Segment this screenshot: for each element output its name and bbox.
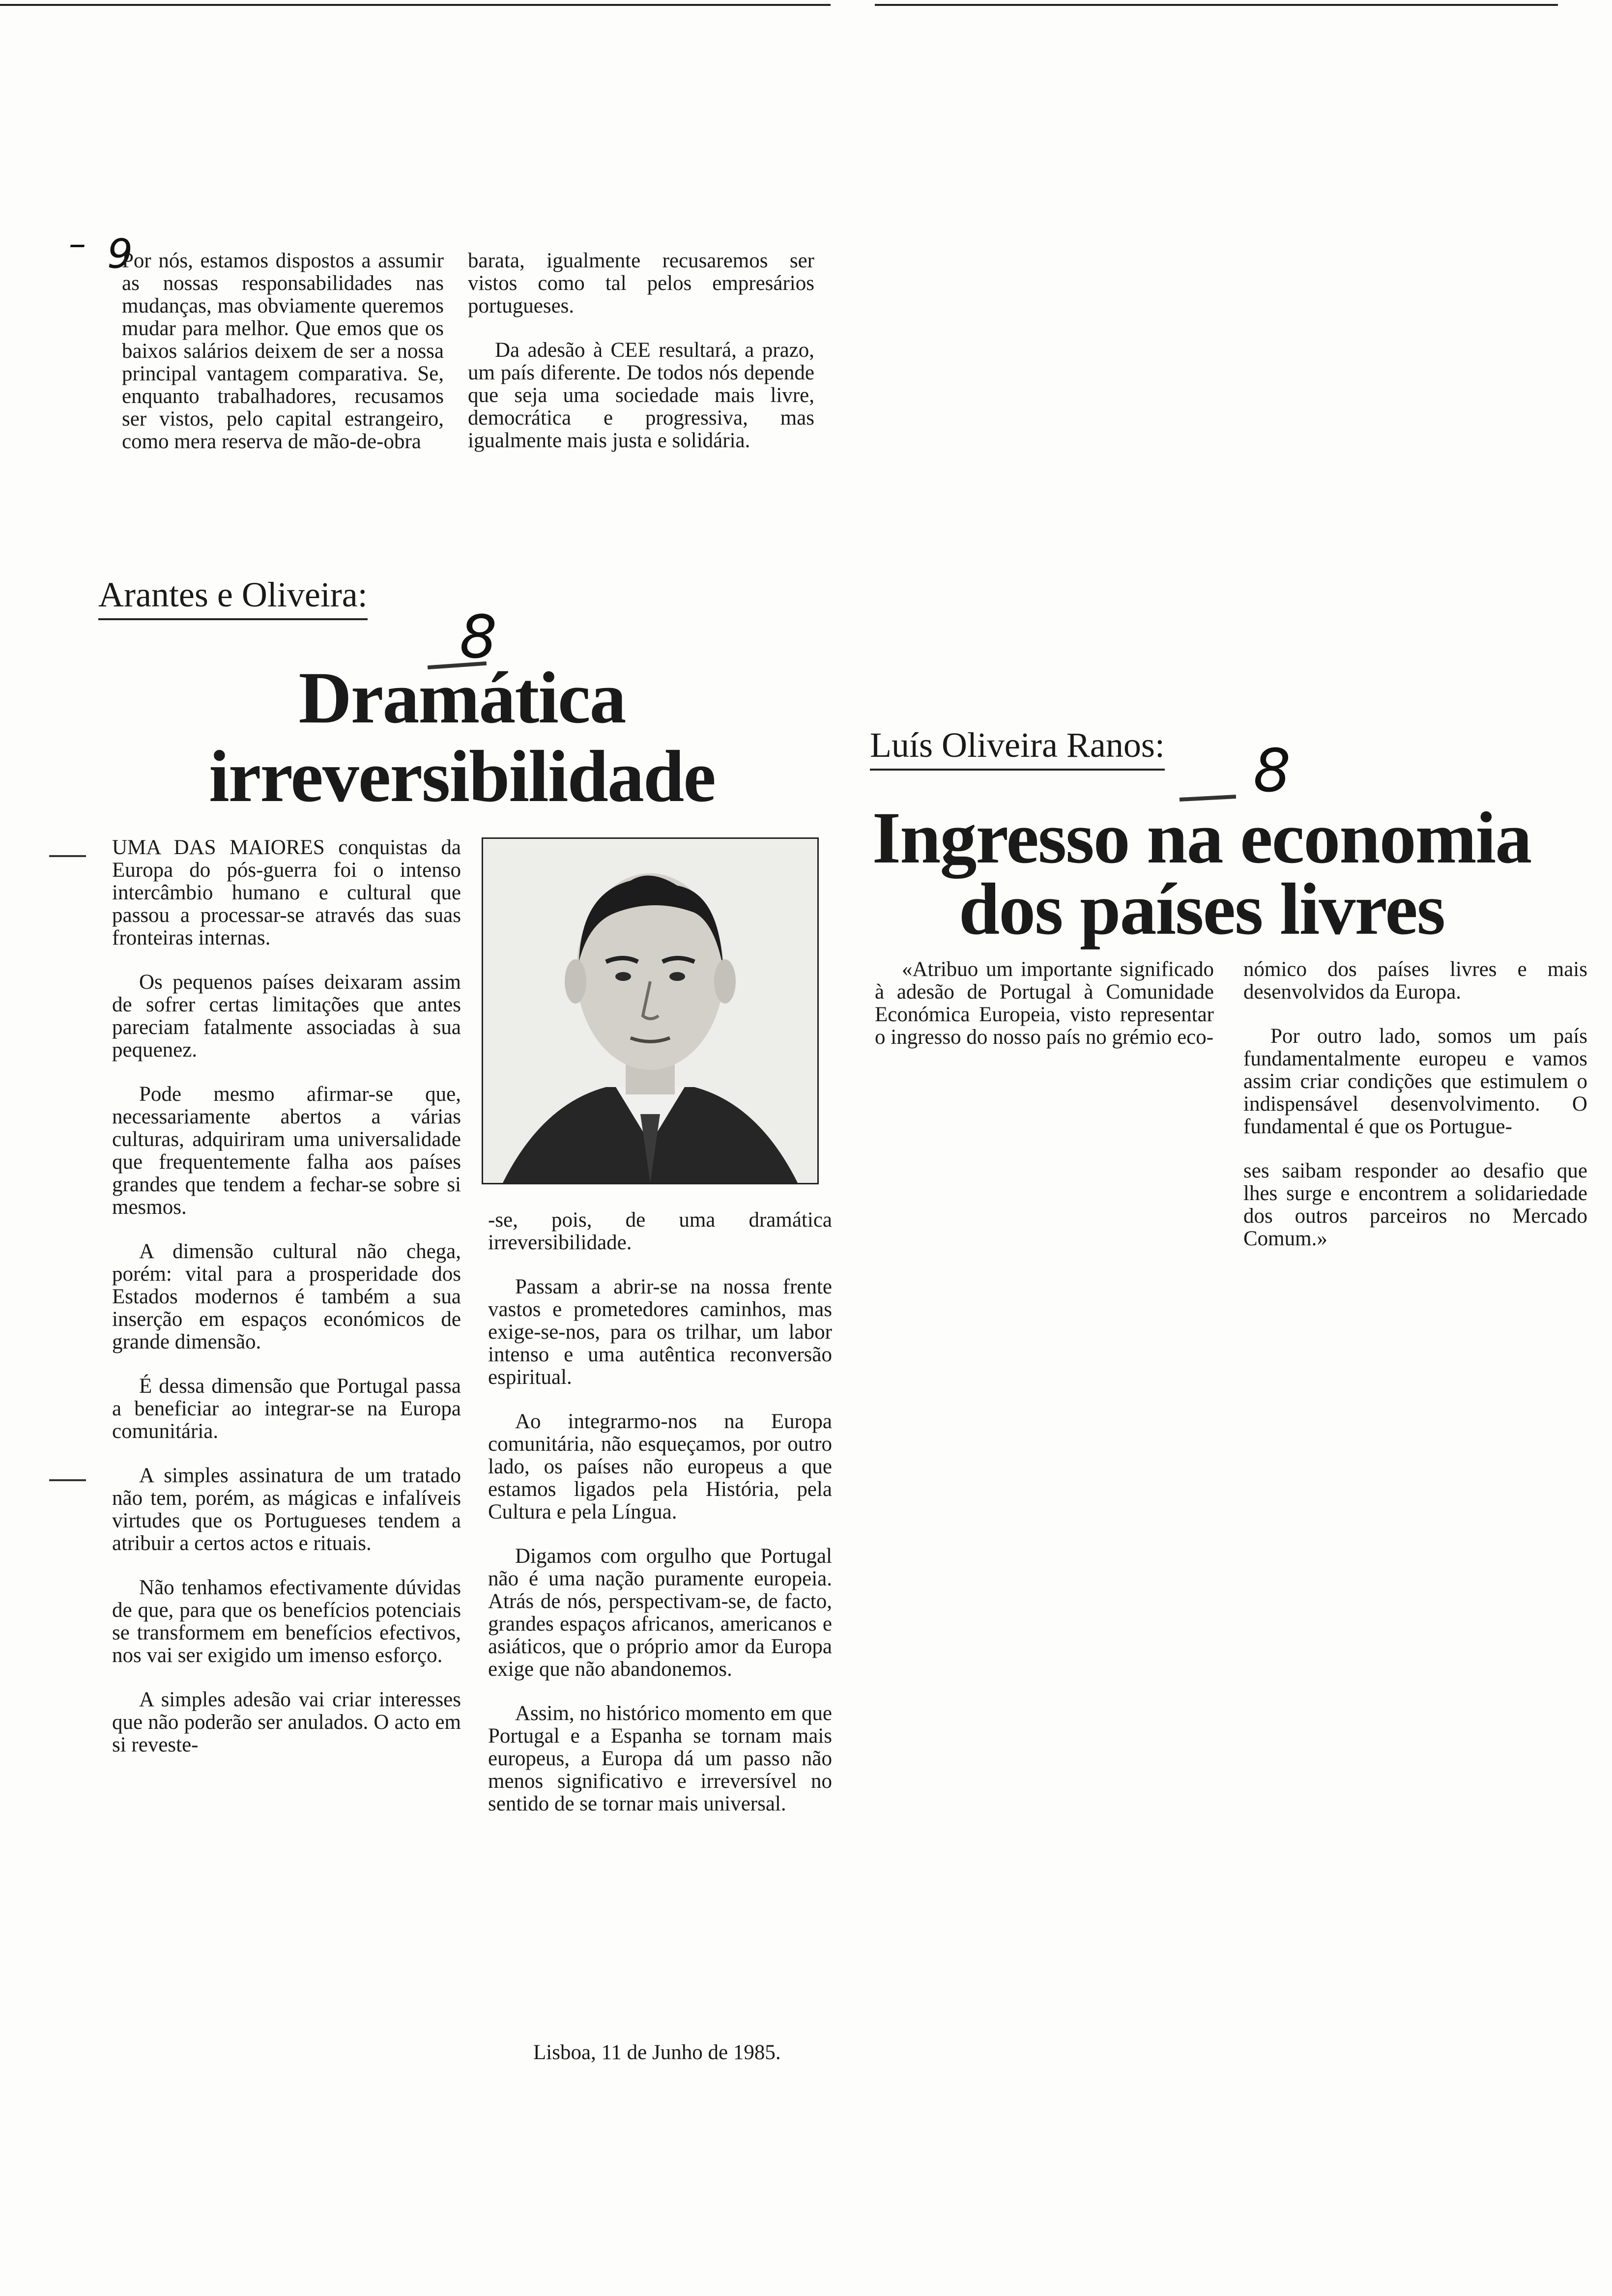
- article2-byline: Luís Oliveira Ranos:: [870, 725, 1165, 771]
- paragraph: UMA DAS MAIORES conquistas da Europa do pós-guerra foi o intenso intercâmbio humano e cultural que passou a processar-se através das suas fronteiras internas.: [112, 836, 461, 949]
- portrait-illustration: [483, 839, 817, 1183]
- top-rule-left: [0, 4, 831, 6]
- handwritten-page-mark: 9: [107, 231, 133, 278]
- article2-headline-line2: dos países livres: [958, 868, 1445, 950]
- handwritten-mark-article2: 8: [1253, 737, 1291, 805]
- article2-headline-line1: Ingresso na economia: [872, 797, 1531, 879]
- paragraph: Pode mesmo afirmar-se que, necessariamente abertos a várias culturas, adquiriram uma universalidade que frequentemente falha aos países grandes que tendem a fechar-se sobre si mesmos.: [112, 1083, 461, 1219]
- article1-column-2: [488, 1209, 832, 1837]
- paragraph: Ao integrarmo-nos na Europa comunitária, não esqueçamos, por outro lado, os países não europeus a que estamos ligados pela História, pela Cultura e pela Língua.: [488, 1410, 832, 1523]
- paragraph: Da adesão à CEE resultará, a prazo, um país diferente. De todos nós depende que seja uma sociedade mais livre, democrática e progressiva, mas igualmente mais justa e solidária.: [468, 339, 814, 452]
- paragraph: Por outro lado, somos um país fundamentalmente europeu e vamos assim criar condições que estimulem o indispensável desenvolvimento. O fundamental é que os Portugue-: [1243, 1025, 1587, 1138]
- continuation-column-2: [468, 250, 814, 474]
- article2-column-2: [1243, 958, 1587, 1272]
- article1-dateline: Lisboa, 11 de Junho de 1985.: [533, 2041, 781, 2064]
- article2-column-1: [875, 958, 1214, 1070]
- paragraph: «Atribuo um importante significado à adesão de Portugal à Comunidade Económica Europeia, visto representar o ingresso do nosso país no grémio eco-: [875, 958, 1214, 1049]
- paragraph: A simples assinatura de um tratado não tem, porém, as mágicas e infalíveis virtudes que os Portugueses tendem a atribuir a certos actos e rituais.: [112, 1464, 461, 1555]
- handwritten-dash: –: [69, 224, 86, 264]
- article1-column-1: [112, 836, 461, 1778]
- margin-mark: [49, 855, 86, 857]
- paragraph: Passam a abrir-se na nossa frente vastos e prometedores caminhos, mas exige-se-nos, para os trilhar, um labor intenso e uma autêntica reconversão espiritual.: [488, 1275, 832, 1389]
- article1-headline-line2: irreversibilidade: [209, 736, 715, 817]
- article1-byline: Arantes e Oliveira:: [98, 575, 368, 620]
- handwritten-mark-article1: 8: [460, 603, 497, 672]
- paragraph: nómico dos países livres e mais desenvolvidos da Europa.: [1243, 958, 1587, 1004]
- paragraph: Digamos com orgulho que Portugal não é uma nação puramente europeia. Atrás de nós, perspectivam-se, de facto, grandes espaços africanos, americanos e asiáticos, que o próprio amor da Europa exige que não abandonemos.: [488, 1545, 832, 1681]
- paragraph: -se, pois, de uma dramática irreversibilidade.: [488, 1208, 832, 1254]
- paragraph: Por nós, estamos dispostos a assumir as nossas responsabilidades nas mudanças, mas obviamente queremos mudar para melhor. Que emos que os baixos salários deixem de ser a nossa principal vantagem comparativa. Se, enquanto trabalhadores, recusamos ser vistos, pelo capital estrangeiro, como mera reserva de mão-de-obra: [122, 249, 444, 453]
- paragraph: Assim, no histórico momento em que Portugal e a Espanha se tornam mais europeus, a Europa dá um passo não menos significativo e irreversível no sentido de se tornar mais universal.: [488, 1702, 832, 1815]
- margin-mark: [49, 1479, 86, 1481]
- paragraph: Os pequenos países deixaram assim de sofrer certas limitações que antes pareciam fatalmente associadas à sua pequenez.: [112, 971, 461, 1062]
- continuation-column-1: [122, 250, 444, 475]
- paragraph: A dimensão cultural não chega, porém: vital para a prosperidade dos Estados modernos é também a sua inserção em espaços económicos de grande dimensão.: [112, 1240, 461, 1353]
- paragraph: É dessa dimensão que Portugal passa a beneficiar ao integrar-se na Europa comunitária.: [112, 1375, 461, 1443]
- top-rule-right: [875, 4, 1558, 6]
- author-portrait-photo: [482, 837, 819, 1184]
- paragraph: Não tenhamos efectivamente dúvidas de que, para que os benefícios potenciais se transformem em benefícios efectivos, nos vai ser exigido um imenso esforço.: [112, 1576, 461, 1667]
- paragraph: barata, igualmente recusaremos ser vistos como tal pelos empresários portugueses.: [468, 249, 814, 317]
- article1-headline-line1: Dramática: [298, 657, 626, 739]
- paragraph: ses saibam responder ao desafio que lhes surge e encontrem a solidariedade dos outros parceiros no Mercado Comum.»: [1243, 1159, 1587, 1250]
- paragraph: A simples adesão vai criar interesses que não poderão ser anulados. O acto em si reveste-: [112, 1688, 461, 1756]
